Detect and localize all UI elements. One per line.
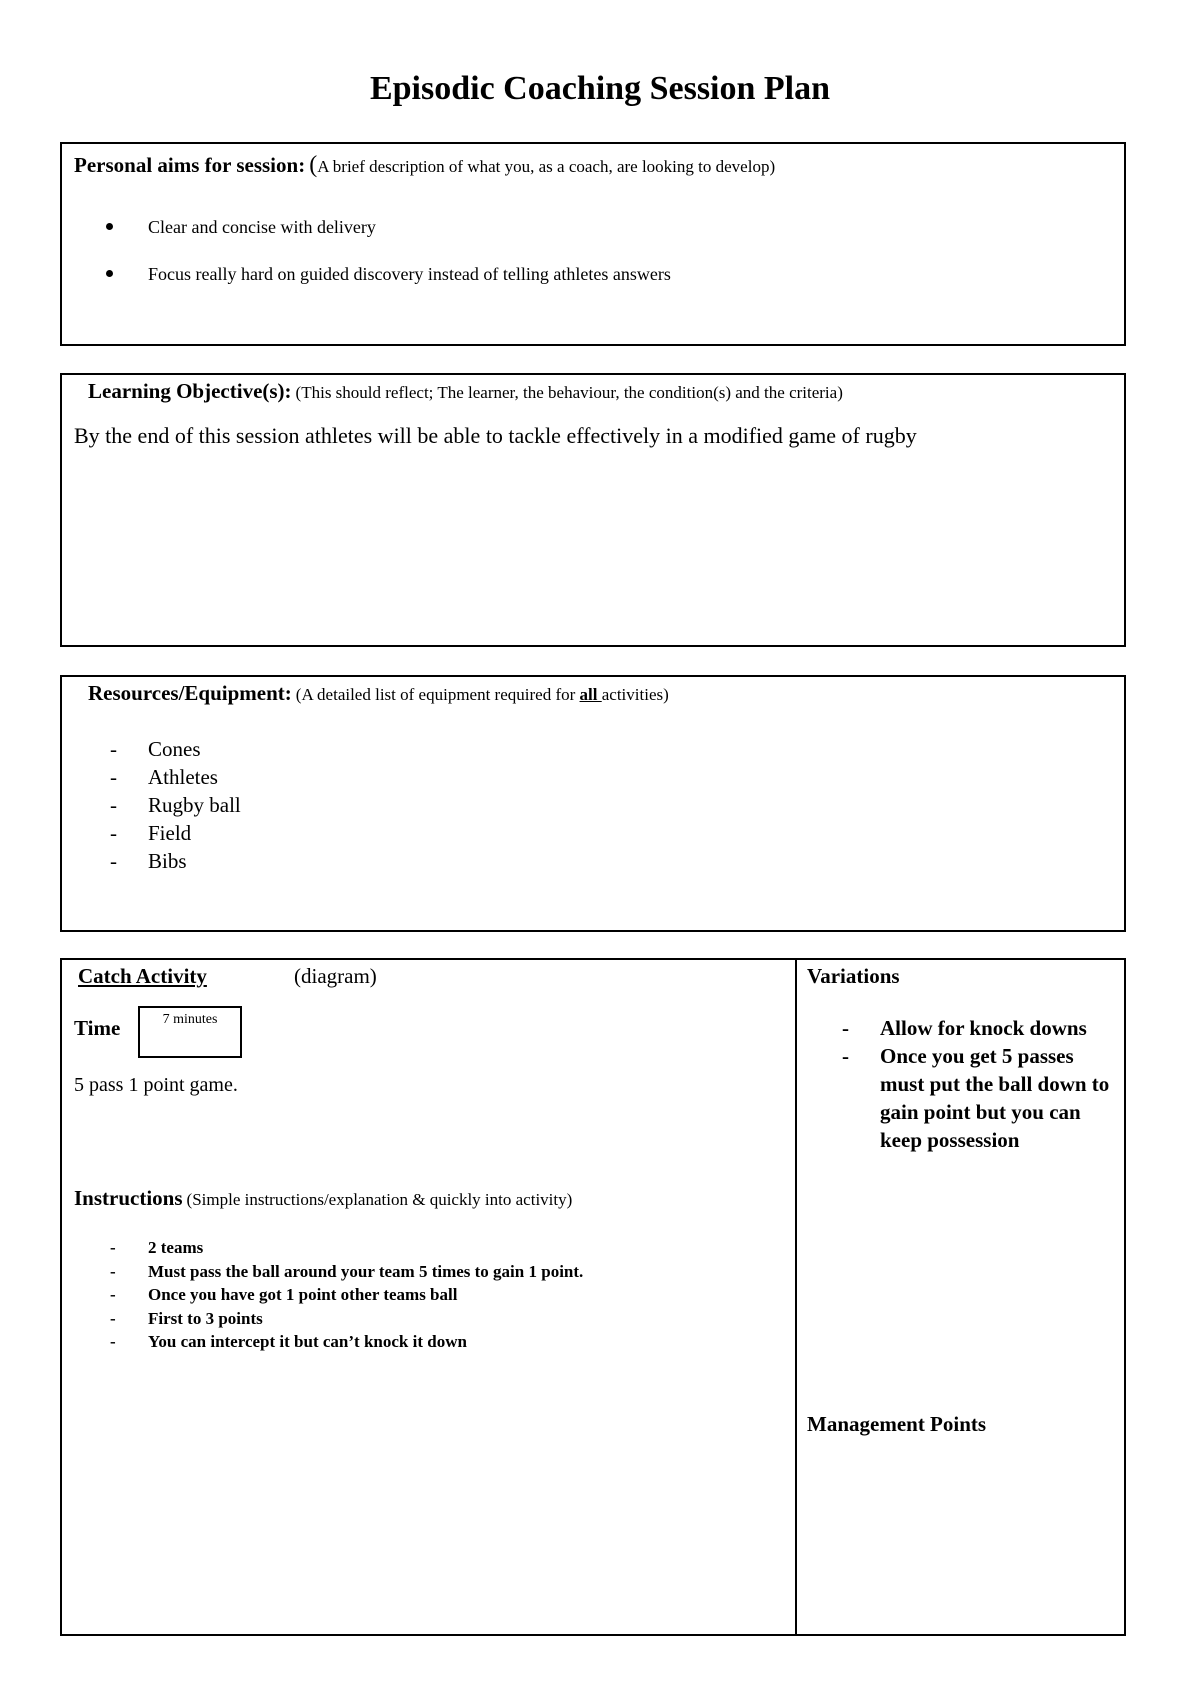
activity-diagram-label: (diagram) <box>294 964 377 988</box>
dash-marker: - <box>110 1285 116 1304</box>
list-item <box>110 1260 583 1284</box>
resources-list <box>110 735 241 875</box>
list-item-text: Must pass the ball around your team 5 times to gain 1 point. <box>148 1261 584 1281</box>
dash-marker: - <box>110 1238 116 1257</box>
resources-section <box>60 675 1126 932</box>
learning-objective-text: By the end of this session athletes will be able to tackle effectively in a modified game of rugby <box>74 423 917 448</box>
list-item-text: First to 3 points <box>148 1308 263 1328</box>
activity-title: Catch Activity <box>78 964 207 988</box>
personal-aims-description: A brief description of what you, as a coach, are looking to develop) <box>317 157 776 176</box>
resources-description-emphasis: all <box>579 685 602 704</box>
time-value: 7 minutes <box>162 1012 218 1027</box>
list-item-text: Allow for knock downs <box>880 1016 1087 1040</box>
instructions-list <box>110 1236 583 1354</box>
activity-section <box>60 958 1126 1636</box>
learning-objective-label: Learning Objective(s): <box>88 379 292 403</box>
resources-label: Resources/Equipment: <box>88 681 292 705</box>
variations-list <box>842 1014 1122 1154</box>
personal-aims-paren: ( <box>309 152 318 178</box>
list-item <box>110 763 241 791</box>
resources-description-end: activities) <box>601 685 669 704</box>
list-item <box>110 819 241 847</box>
list-item-text: Once you have got 1 point other teams ball <box>148 1285 458 1304</box>
column-divider <box>795 960 797 1634</box>
dash-marker: - <box>110 1308 116 1328</box>
personal-aims-label: Personal aims for session: <box>74 153 306 177</box>
personal-aims-section <box>60 142 1126 346</box>
page-title: Episodic Coaching Session Plan <box>369 70 831 107</box>
dash-marker: - <box>110 1261 116 1281</box>
dash-marker: - <box>110 821 117 845</box>
dash-marker: - <box>110 1332 116 1351</box>
instructions-header <box>74 1186 572 1211</box>
list-item-text: You can intercept it but can’t knock it down <box>148 1332 467 1351</box>
list-item <box>110 791 241 819</box>
management-points-title: Management Points <box>807 1412 987 1436</box>
list-item <box>110 1330 583 1354</box>
learning-objective-header <box>88 379 843 404</box>
list-item <box>110 1307 583 1331</box>
list-item-text: Bibs <box>148 849 187 873</box>
resources-description-start: (A detailed list of equipment required for <box>295 685 580 704</box>
activity-description: 5 pass 1 point game. <box>74 1074 238 1096</box>
list-item <box>110 735 241 763</box>
list-item <box>110 1283 583 1307</box>
personal-aims-header <box>74 152 775 179</box>
time-value-box <box>138 1006 242 1058</box>
list-item <box>842 1042 1122 1154</box>
list-item-text: Athletes <box>148 765 218 789</box>
variations-title: Variations <box>807 964 900 988</box>
dash-marker: - <box>842 1044 849 1068</box>
list-item-text: Focus really hard on guided discovery instead of telling athletes answers <box>148 264 671 284</box>
list-item-text: Cones <box>148 737 201 761</box>
list-item-text: Once you get 5 passes must put the ball down to gain point but you can keep possession <box>880 1044 1110 1152</box>
personal-aims-list <box>106 212 671 306</box>
instructions-label: Instructions <box>74 1186 183 1210</box>
learning-objective-section <box>60 373 1126 647</box>
list-item <box>106 212 671 259</box>
dash-marker: - <box>110 737 117 761</box>
time-label: Time <box>74 1016 121 1040</box>
bullet-icon <box>106 223 113 230</box>
list-item <box>110 1236 583 1260</box>
dash-marker: - <box>110 793 117 817</box>
list-item-text: Rugby ball <box>148 793 241 817</box>
dash-marker: - <box>110 765 117 789</box>
resources-description <box>296 685 669 704</box>
learning-objective-description: (This should reflect; The learner, the behaviour, the condition(s) and the criteria) <box>295 383 843 402</box>
list-item-text: Clear and concise with delivery <box>148 217 376 237</box>
instructions-description: (Simple instructions/explanation & quickly into activity) <box>186 1190 573 1209</box>
bullet-icon <box>106 270 113 277</box>
list-item-text: 2 teams <box>148 1238 204 1257</box>
list-item <box>106 259 671 306</box>
dash-marker: - <box>842 1016 849 1040</box>
resources-header <box>88 681 669 706</box>
list-item <box>842 1014 1122 1042</box>
list-item-text: Field <box>148 821 192 845</box>
list-item <box>110 847 241 875</box>
dash-marker: - <box>110 849 117 873</box>
